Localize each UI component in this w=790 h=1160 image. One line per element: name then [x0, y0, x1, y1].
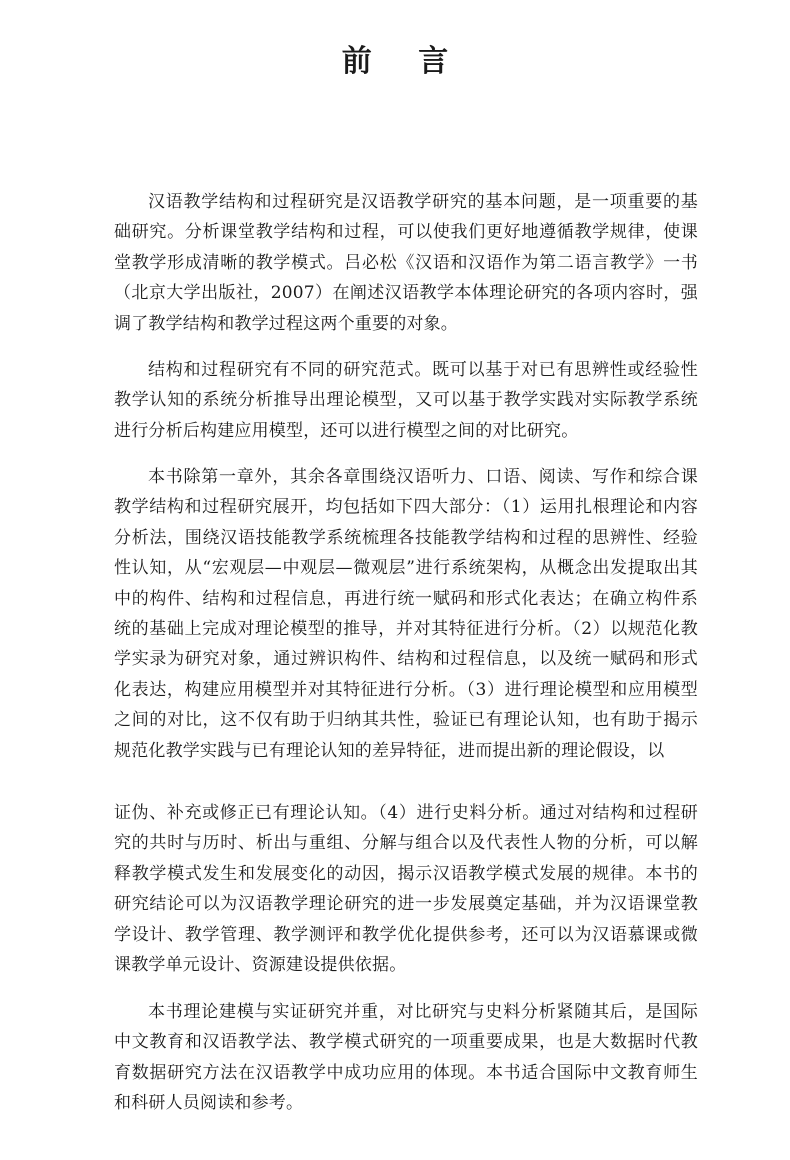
paragraph-intro: 汉语教学结构和过程研究是汉语教学研究的基本问题，是一项重要的基础研究。分析课堂教学结构和过程，可以使我们更好地遵循教学规律，使课堂教学形成清晰的教学模式。吕必松《汉语和汉语作为第二语言教学》一书（北京大学出版社，2007）在阐述汉语教学本体理论研究的各项内容时，强调了教学结构和教学过程这两个重要的对象。 — [114, 192, 698, 334]
paragraph-conclusion: 本书理论建模与实证研究并重，对比研究与史料分析紧随其后，是国际中文教育和汉语教学法、教学模式研究的一项重要成果，也是大数据时代教育数据研究方法在汉语教学中成功应用的体现。本书适合国际中文教育师生和科研人员阅读和参考。 — [114, 1002, 698, 1114]
paragraph-paradigms: 结构和过程研究有不同的研究范式。既可以基于对已有思辨性或经验性教学认知的系统分析推导出理论模型，又可以基于教学实践对实际教学系统进行分析后构建应用模型，还可以进行模型之间的对比研究。 — [114, 360, 698, 441]
paragraph-structure-continued: 证伪、补充或修正已有理论认知。（4）进行史料分析。通过对结构和过程研究的共时与历时、析出与重组、分解与组合以及代表性人物的分析，可以解释教学模式发生和发展变化的动因，揭示汉语教学模式发展的规律。本书的研究结论可以为汉语教学理论研究的进一步发展奠定基础，并为汉语课堂教学设计、教学管理、教学测评和教学优化提供参考，还可以为汉语慕课或微课教学单元设计、资源建设提供依据。 — [114, 803, 698, 976]
page-title: 前 言 — [341, 44, 467, 80]
paragraph-structure: 本书除第一章外，其余各章围绕汉语听力、口语、阅读、写作和综合课教学结构和过程研究展开，均包括如下四大部分：（1）运用扎根理论和内容分析法，围绕汉语技能教学系统梳理各技能教学结构和过程的思辨性、经验性认知，从“宏观层—中观层—微观层”进行系统架构，从概念出发提取出其中的构件、结构和过程信息，再进行统一赋码和形式化表达；在确立构件系统的基础上完成对理论模型的推导，并对其特征进行分析。（2）以规范化教学实录为研究对象，通过辨识构件、结构和过程信息，以及统一赋码和形式化表达，构建应用模型并对其特征进行分析。（3）进行理论模型和应用模型之间的对比，这不仅有助于归纳其共性，验证已有理论认知，也有助于揭示规范化教学实践与已有理论认知的差异特征，进而提出新的理论假设，以 — [114, 467, 698, 761]
